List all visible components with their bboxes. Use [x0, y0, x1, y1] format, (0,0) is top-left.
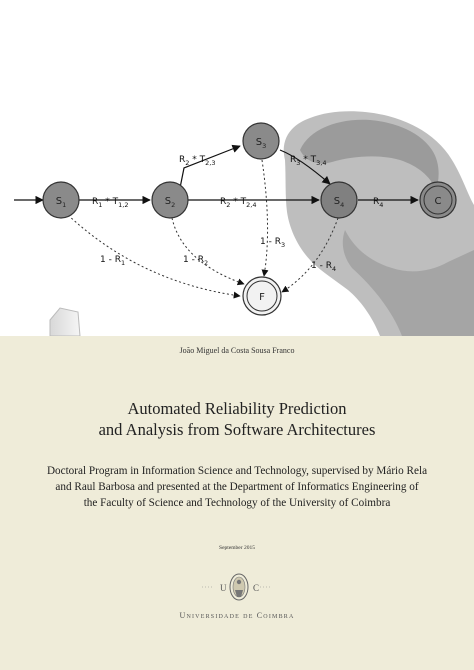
node-c: [420, 182, 456, 218]
node-s1-label: $S_1$: [55, 196, 67, 209]
node-s3-label: $S_3$: [255, 137, 267, 150]
node-s4-label: $S_4$: [333, 196, 345, 209]
description-line-3: the Faculty of Science and Technology of the University of Coimbra: [83, 497, 391, 509]
edge-s3-f: [262, 160, 268, 276]
edge-label-s3-s4: $R_3 * T_{3,4}$: [290, 155, 327, 167]
university-name: Universidade de Coimbra: [179, 611, 295, 620]
edge-label-s3-f: $1 - R_3$: [260, 237, 286, 249]
seal-letter-u: U: [220, 583, 227, 593]
edge-label-s1-f: $1 - R_1$: [100, 255, 126, 267]
edge-s2-f: [172, 218, 244, 284]
node-s2: [152, 182, 188, 218]
description-line-1: Doctoral Program in Information Science and Technology, supervised by Mário Rela: [46, 465, 428, 477]
seal-graphic: [0, 568, 474, 606]
node-f-label: F: [259, 292, 265, 303]
node-s3: [243, 123, 279, 159]
edge-label-s1-s2: $R_1 * T_{1,2}$: [92, 197, 129, 209]
title-line-2: and Analysis from Software Architectures: [98, 420, 376, 439]
seal-letter-c: C: [253, 583, 260, 593]
edge-s2-s3: [180, 146, 240, 188]
university-seal-row: [0, 568, 474, 606]
edge-label-s4-f: $1 - R_4$: [311, 261, 337, 273]
description-line-2: and Raul Barbosa and presented at the Department of Informatics Engineering of: [55, 481, 419, 493]
author-name: João Miguel da Costa Sousa Franco: [179, 346, 295, 355]
publication-date: September 2015: [219, 545, 255, 551]
node-c-label: C: [434, 196, 442, 207]
node-s4: [321, 182, 357, 218]
title-line-1: Automated Reliability Prediction: [127, 399, 347, 418]
edge-label-s2-s4: $R_2 * T_{2,4}$: [220, 197, 257, 209]
node-s2-label: $S_2$: [164, 196, 176, 209]
node-f: [243, 277, 281, 315]
edge-label-s2-f: $1 - R_2$: [183, 255, 209, 267]
edge-label-s2-s3: $R_2 * T_{2,3}$: [179, 155, 216, 167]
thesis-title: [0, 398, 474, 440]
edge-label-s4-c: $R_4$: [373, 197, 384, 209]
node-s1: [43, 182, 79, 218]
edge-s1-f: [68, 215, 240, 296]
university-seal-icon: [230, 574, 248, 600]
program-description: [40, 463, 434, 511]
